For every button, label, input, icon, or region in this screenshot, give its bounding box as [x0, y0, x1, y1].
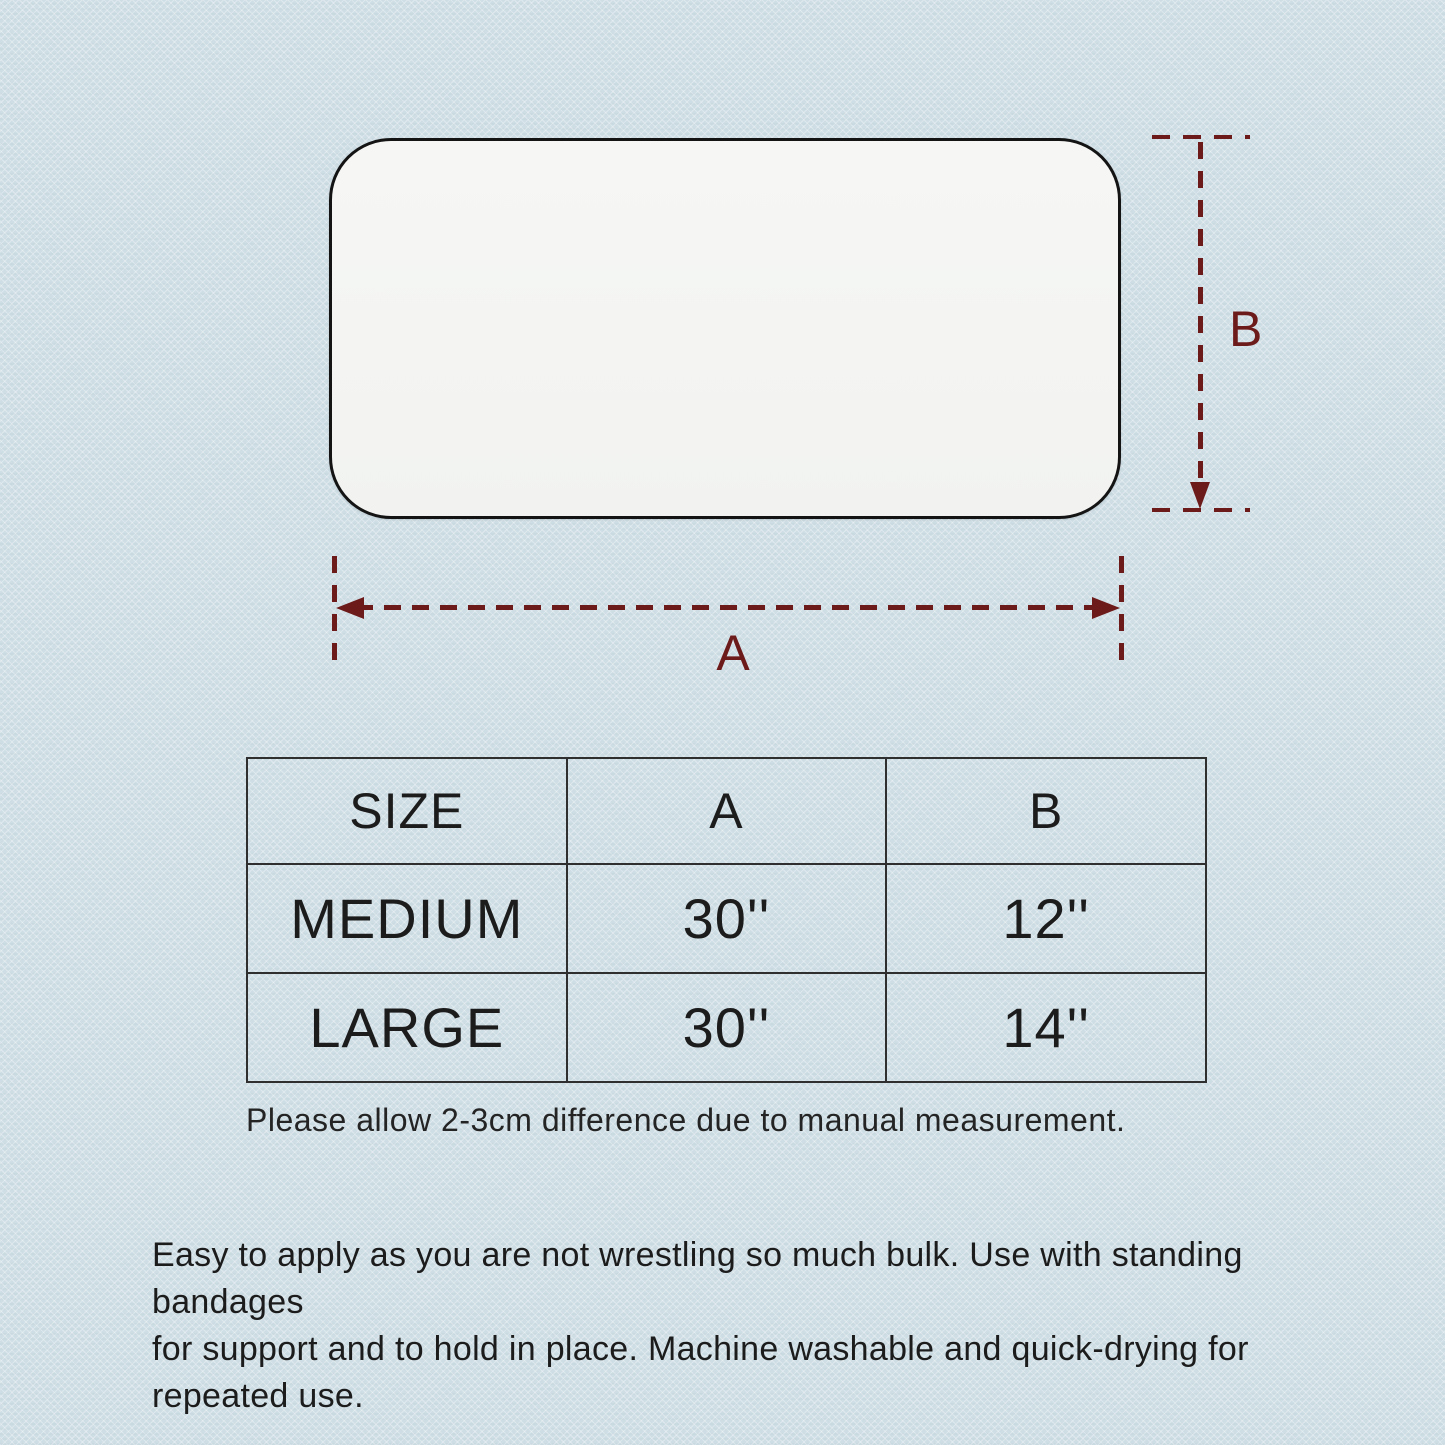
cell-large-b: 14'' [886, 973, 1206, 1082]
size-table-header-size: SIZE [247, 758, 567, 864]
size-table-row-medium [247, 864, 1206, 973]
size-table-header-a: A [567, 758, 887, 864]
description-line-3: repeated use. [152, 1377, 364, 1415]
cell-large-size: LARGE [247, 973, 567, 1082]
cell-medium-b: 12'' [886, 864, 1206, 973]
product-outline-shape [329, 138, 1121, 519]
cell-large-a: 30'' [567, 973, 887, 1082]
size-table [246, 757, 1207, 1083]
a-dimension-line [356, 605, 1100, 610]
a-arrowhead-right-icon [1092, 597, 1120, 619]
dimension-b-label: B [1229, 301, 1263, 357]
cell-medium-a: 30'' [567, 864, 887, 973]
b-dimension-line [1198, 142, 1203, 490]
cell-medium-size: MEDIUM [247, 864, 567, 973]
size-table-header-row [247, 758, 1206, 864]
description-line-1: Easy to apply as you are not wrestling so much bulk. Use with standing bandages [152, 1236, 1243, 1321]
measurement-note: Please allow 2-3cm difference due to manual measurement. [246, 1102, 1126, 1138]
description-paragraph [152, 1232, 1342, 1420]
b-bottom-tick-line [1152, 508, 1250, 512]
b-arrowhead-down-icon [1190, 482, 1210, 509]
description-line-2: for support and to hold in place. Machine washable and quick-drying for [152, 1330, 1249, 1368]
size-table-header-b: B [886, 758, 1206, 864]
b-top-tick-line [1152, 135, 1250, 139]
size-table-row-large [247, 973, 1206, 1082]
dimension-a-label: A [716, 625, 750, 681]
